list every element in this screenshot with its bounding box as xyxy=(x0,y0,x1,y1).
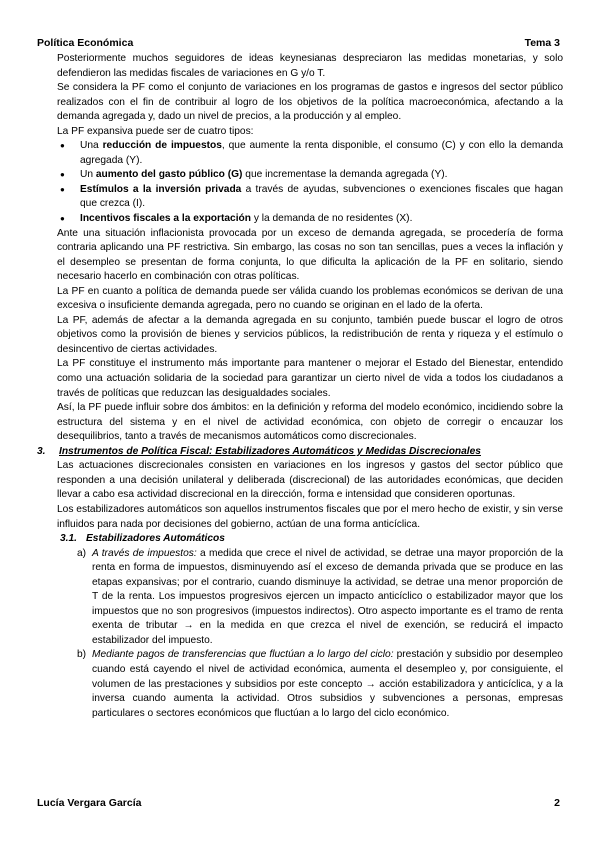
list-item: ● Un aumento del gasto público (G) que incrementase la demanda agregada (Y). xyxy=(57,168,563,183)
header-topic: Tema 3 xyxy=(524,37,560,49)
item-text: prestación y subsidio por desempleo cuando está cayendo el nivel de actividad económica, aumenta el desempleo y, por consiguiente, el volumen de las prestaciones y subsidios por este concepto → acción estabilizadora y anticíclica, y a la inversa cuando aumenta la actividad. Otros subsidios y subvenciones a personas, empresas particulares o sectores económicos que fluctúan a lo largo del ciclo económico. xyxy=(92,649,563,719)
subsection-number: 3.1. xyxy=(60,533,77,545)
item-lead: Mediante pagos de transferencias que fluctúan a lo largo del ciclo: xyxy=(92,649,394,661)
paragraph: Así, la PF puede influir sobre dos ámbitos: en la definición y reforma del modelo económico, incidiendo sobre la estructura del sistema y en el nivel de actividad económica, con objeto de corregir o encauzar los desequilibrios, tanto a través de mecanismos automáticos como discrecionales. xyxy=(57,402,563,443)
item-text: a medida que crece el nivel de actividad, se detrae una mayor proporción de la renta en forma de impuestos, disminuyendo así el exceso de demanda privada que se produce en las etapas expansivas; por el contrario, cuando disminuye la actividad, se detrae una menor proporción de T de la renta. Los impuestos progresivos ejercen un impacto anticíclico o estabilizador mayor que los impuestos que no son progresivos (impuestos indirectos). Otro aspecto importante es el tramo de renta exenta de tributar → en la medida en que crezca el nivel de exención, se reducirá el impacto estabilizador del impuesto. xyxy=(92,547,563,646)
item-marker: b) xyxy=(77,649,87,661)
page-footer xyxy=(37,797,560,809)
paragraph: Los estabilizadores automáticos son aquellos instrumentos fiscales que por el mero hecho de existir, y sin verse influidos para nada por decisiones del gobierno, actúan de una forma anticíclica. xyxy=(57,503,563,530)
header-subject: Política Económica xyxy=(37,37,134,49)
item-lead: A través de impuestos: xyxy=(92,547,197,559)
page-header xyxy=(37,37,560,49)
paragraph: Ante una situación inflacionista provocada por un exceso de demanda agregada, se procedería de forma contraria aplicando una PF restrictiva. Sin embargo, las cosas no son tan sencillas, pues a veces la inflación y el desempleo se presentan de forma conjunta, lo que dificulta la aplicación de la PF en solitario, siendo necesario hacerlo en combinación con otras políticas. xyxy=(57,227,563,283)
list-item: ● Una reducción de impuestos, que aumente la renta disponible, el consumo (C) y con ello la demanda agregada (Y). xyxy=(57,139,563,168)
subsection-title: Estabilizadores Automáticos xyxy=(86,533,225,545)
paragraph: La PF en cuanto a política de demanda puede ser válida cuando los problemas económicos se derivan de una excesiva o insuficiente demanda agregada, pero no cuando se originan en el lado de la oferta. xyxy=(57,285,563,312)
footer-author: Lucía Vergara García xyxy=(37,797,142,809)
page-number: 2 xyxy=(554,797,560,809)
paragraph: Posteriormente muchos seguidores de ideas keynesianas despreciaron las medidas monetarias, y solo defendieron las medidas fiscales de variaciones en G y/o T. xyxy=(57,53,563,79)
item-marker: a) xyxy=(77,547,87,559)
paragraph: La PF constituye el instrumento más importante para mantener o mejorar el Estado del Bienestar, entendido como una actuación solidaria de la sociedad para garantizar un cierto nivel de vida a todos los ciudadanos a través de políticas que reduzcan las desigualdades sociales. xyxy=(57,358,563,399)
list-item: ● Estímulos a la inversión privada a través de ayudas, subvenciones o exenciones fiscales que hagan que crezca (I). xyxy=(57,183,563,212)
section-title: Instrumentos de Política Fiscal: Estabilizadores Automáticos y Medidas Discrecionales xyxy=(59,445,481,457)
paragraph: Se considera la PF como el conjunto de variaciones en los programas de gastos e ingresos del sector público realizados con el fin de contribuir al logro de los objetivos de la política macroeconómica, afectando a la demanda agregada y, dado un nivel de precios, a la producción y al empleo. xyxy=(57,82,563,123)
list-item: ● Incentivos fiscales a la exportación y la demanda de no residentes (X). xyxy=(57,212,563,227)
page-body xyxy=(37,52,564,721)
list-item xyxy=(57,648,563,721)
pf-types-list xyxy=(57,139,563,226)
stabilizers-list xyxy=(57,547,563,722)
paragraph: La PF expansiva puede ser de cuatro tipos: xyxy=(57,125,254,137)
subsection-heading xyxy=(60,532,563,547)
list-item xyxy=(57,547,563,649)
section-number: 3. xyxy=(37,445,46,457)
section-heading xyxy=(37,445,563,460)
paragraph: La PF, además de afectar a la demanda agregada en su conjunto, también puede buscar el logro de otros objetivos como la provisión de bienes y servicios públicos, la redistribución de renta y riqueza y el estímulo o desincentivo de ciertas actividades. xyxy=(57,314,563,355)
paragraph: Las actuaciones discrecionales consisten en variaciones en los ingresos y gastos del sector público que responden a una decisión unilateral y deliberada (discrecional) de las autoridades económicas, que deciden llevar a cabo esa actividad discrecional en la dirección, forma e intensidad que consideren oportunas. xyxy=(57,460,563,501)
